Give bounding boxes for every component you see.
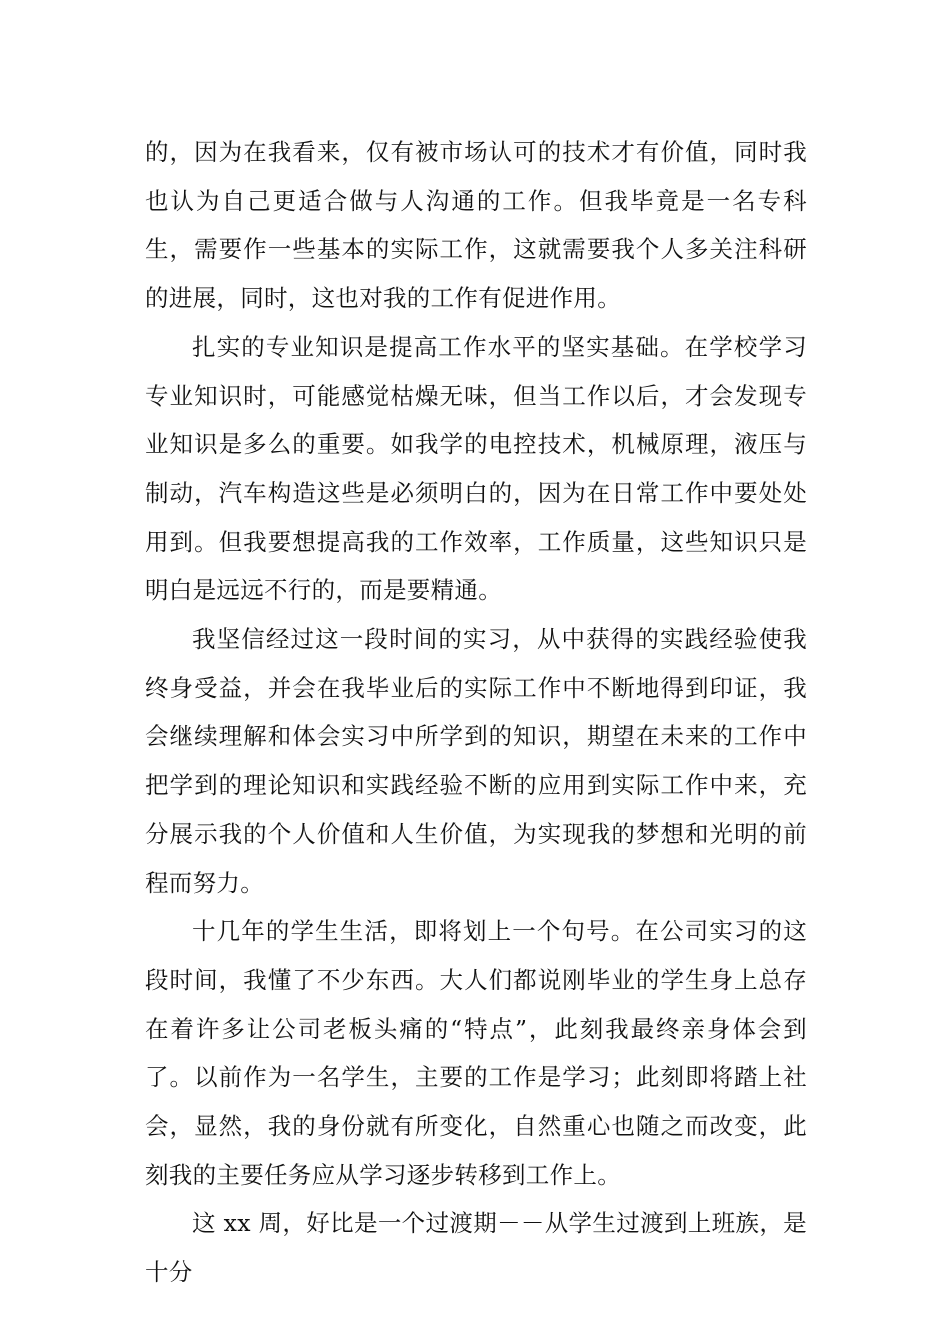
paragraph-1: 的，因为在我看来，仅有被市场认可的技术才有价值，同时我也认为自己更适合做与人沟通的工作。但我毕竟是一名专科生，需要作一些基本的实际工作，这就需要我个人多关注科研的进展，同时，这也对我的工作有促进作用。 bbox=[145, 138, 807, 313]
paragraph-3: 我坚信经过这一段时间的实习，从中获得的实践经验使我终身受益，并会在我毕业后的实际工作中不断地得到印证，我会继续理解和体会实习中所学到的知识，期望在未来的工作中把学到的理论知识和实践经验不断的应用到实际工作中来，充分展示我的个人价值和人生价值，为实现我的梦想和光明的前程而努力。 bbox=[145, 625, 807, 897]
paragraph-4: 十几年的学生生活，即将划上一个句号。在公司实习的这段时间，我懂了不少东西。大人们都说刚毕业的学生身上总存在着许多让公司老板头痛的“特点”，此刻我最终亲身体会到了。以前作为一名学生，主要的工作是学习；此刻即将踏上社会，显然，我的身份就有所变化，自然重心也随之而改变，此刻我的主要任务应从学习逐步转移到工作上。 bbox=[145, 917, 807, 1189]
paragraph-5: 这 xx 周，好比是一个过渡期－－从学生过渡到上班族，是十分 bbox=[145, 1209, 807, 1287]
document-body bbox=[145, 128, 807, 1297]
paragraph-2: 扎实的专业知识是提高工作水平的坚实基础。在学校学习专业知识时，可能感觉枯燥无味，但当工作以后，才会发现专业知识是多么的重要。如我学的电控技术，机械原理，液压与制动，汽车构造这些是必须明白的，因为在日常工作中要处处用到。但我要想提高我的工作效率，工作质量，这些知识只是明白是远远不行的，而是要精通。 bbox=[145, 332, 807, 605]
